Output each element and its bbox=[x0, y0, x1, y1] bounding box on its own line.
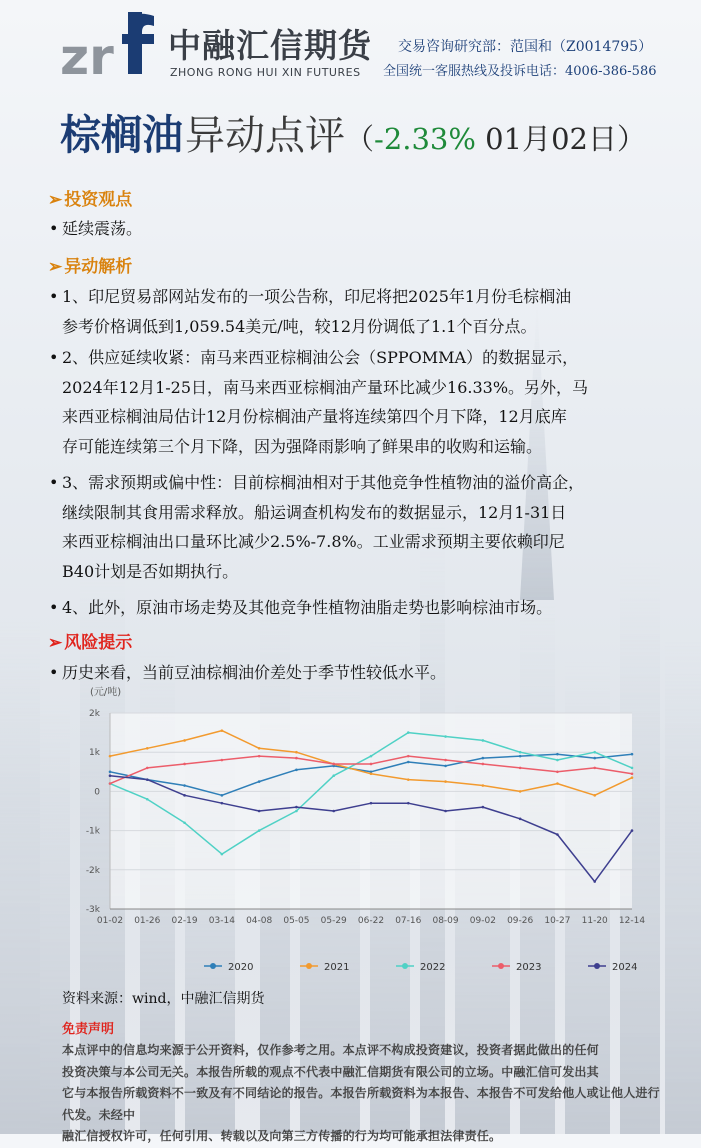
logo-chinese-name: 中融汇信期货 bbox=[168, 26, 372, 65]
data-point-2023 bbox=[146, 767, 149, 770]
legend-marker-2022 bbox=[402, 963, 408, 969]
data-point-2022 bbox=[146, 798, 149, 801]
data-point-2022 bbox=[370, 755, 373, 758]
list-item-line: 来西亚棕榈油局估计12月份棕榈油产量将连续第四个月下降，12月底库 bbox=[62, 407, 567, 426]
x-tick-label: 09-26 bbox=[507, 916, 534, 926]
list-item-line: 1、印尼贸易部网站发布的一项公告称，印尼将把2025年1月份毛棕榈油 bbox=[62, 287, 572, 306]
data-point-2022 bbox=[407, 731, 410, 734]
data-point-2024 bbox=[183, 794, 186, 797]
x-tick-label: 01-02 bbox=[96, 916, 124, 926]
data-point-2023 bbox=[221, 759, 224, 762]
section-heading-label: 异动解析 bbox=[64, 257, 133, 277]
data-point-2021 bbox=[183, 739, 186, 742]
legend-label-2021: 2021 bbox=[324, 962, 350, 973]
data-point-2024 bbox=[258, 810, 261, 813]
data-point-2020 bbox=[258, 780, 261, 783]
data-point-2020 bbox=[407, 761, 410, 764]
data-point-2021 bbox=[407, 778, 410, 781]
data-point-2024 bbox=[332, 810, 335, 813]
chevron-right-icon: ➢ bbox=[48, 257, 63, 277]
disclaimer-text bbox=[62, 1040, 662, 1148]
x-tick-label: 07-16 bbox=[395, 916, 422, 926]
disclaimer-title: 免责声明 bbox=[62, 1022, 115, 1037]
data-point-2023 bbox=[332, 763, 335, 766]
list-item bbox=[49, 343, 679, 461]
data-point-2021 bbox=[556, 782, 559, 785]
x-tick-label: 10-27 bbox=[544, 916, 571, 926]
x-tick-label: 04-08 bbox=[246, 916, 273, 926]
data-point-2023 bbox=[482, 763, 485, 766]
price-change: -2.33% bbox=[374, 122, 476, 156]
data-point-2023 bbox=[631, 772, 634, 775]
data-point-2022 bbox=[183, 821, 186, 824]
data-point-2022 bbox=[221, 853, 224, 856]
title-product: 棕榈油 bbox=[60, 111, 183, 159]
chart-plot-area bbox=[110, 713, 632, 909]
x-tick-label: 05-05 bbox=[283, 916, 310, 926]
list-item-line: 2024年12月1-25日，南马来西亚棕榈油产量环比减少16.33%。另外，马 bbox=[62, 377, 589, 397]
legend-marker-2021 bbox=[306, 963, 312, 969]
data-point-2021 bbox=[444, 780, 447, 783]
list-item-line: 3、需求预期或偏中性：目前棕榈油相对于其他竞争性植物油的溢价高企， bbox=[62, 473, 585, 492]
data-point-2020 bbox=[593, 757, 596, 760]
list-item-line: 继续限制其食用需求释放。船运调查机构发布的数据显示，12月1-31日 bbox=[62, 502, 567, 522]
list-item-line: B40计划是否如期执行。 bbox=[62, 561, 239, 581]
data-point-2023 bbox=[593, 767, 596, 770]
legend-label-2024: 2024 bbox=[612, 962, 638, 973]
title-change-date bbox=[345, 122, 646, 156]
legend-label-2020: 2020 bbox=[228, 962, 254, 973]
chart-unit-label: (元/吨) bbox=[90, 687, 122, 698]
data-point-2023 bbox=[183, 763, 186, 766]
data-point-2020 bbox=[556, 753, 559, 756]
data-point-2021 bbox=[146, 747, 149, 750]
legend-label-2022: 2022 bbox=[420, 962, 446, 973]
y-tick-label: 1k bbox=[89, 748, 100, 759]
data-point-2021 bbox=[221, 729, 224, 732]
company-logo-icon bbox=[58, 12, 158, 82]
data-point-2023 bbox=[407, 755, 410, 758]
section-heading-view bbox=[48, 185, 132, 210]
data-point-2024 bbox=[631, 829, 634, 832]
x-tick-label: 12-14 bbox=[618, 916, 646, 926]
bullet-icon: • bbox=[49, 473, 59, 492]
title-date: 01月02日） bbox=[475, 122, 646, 156]
svg-text:zr: zr bbox=[60, 28, 114, 82]
x-tick-label: 02-19 bbox=[171, 916, 198, 926]
list-item-line: 来西亚棕榈油出口量环比减少2.5%-7.8%。工业需求预期主要依赖印尼 bbox=[62, 532, 565, 551]
section-heading-risk bbox=[48, 628, 132, 653]
data-point-2022 bbox=[258, 829, 261, 832]
x-tick-label: 09-02 bbox=[469, 916, 496, 926]
data-point-2021 bbox=[519, 790, 522, 793]
data-point-2023 bbox=[258, 755, 261, 758]
data-point-2023 bbox=[370, 763, 373, 766]
legend-label-2023: 2023 bbox=[516, 962, 542, 973]
data-point-2023 bbox=[295, 757, 298, 760]
x-tick-label: 03-14 bbox=[208, 916, 235, 926]
title-kind: 异动点评 bbox=[185, 113, 345, 159]
list-item-text: 延续震荡。 bbox=[62, 219, 143, 238]
section-heading-label: 风险提示 bbox=[64, 633, 133, 653]
x-tick-label: 05-29 bbox=[320, 916, 347, 926]
legend-marker-2024 bbox=[594, 963, 600, 969]
list-item bbox=[49, 593, 679, 623]
list-item bbox=[49, 214, 679, 244]
data-point-2024 bbox=[482, 806, 485, 809]
spread-chart bbox=[72, 683, 652, 983]
data-point-2024 bbox=[221, 802, 224, 805]
data-point-2020 bbox=[109, 771, 112, 774]
y-tick-label: -1k bbox=[85, 826, 100, 837]
data-point-2021 bbox=[370, 772, 373, 775]
data-point-2024 bbox=[556, 833, 559, 836]
data-point-2024 bbox=[444, 810, 447, 813]
disclaimer-line: 融汇信授权许可，任何引用、转载以及向第三方传播的行为均可能承担法律责任。 bbox=[62, 1129, 502, 1143]
data-point-2024 bbox=[146, 778, 149, 781]
data-point-2023 bbox=[109, 782, 112, 785]
legend-marker-2023 bbox=[498, 963, 504, 969]
disclaimer-line: 投资决策与本公司无关。本报告所载的观点不代表中融汇信期货有限公司的立场。中融汇信可发出其 bbox=[62, 1064, 599, 1079]
bullet-icon: • bbox=[49, 287, 59, 306]
data-point-2020 bbox=[482, 757, 485, 760]
data-point-2020 bbox=[519, 755, 522, 758]
x-tick-label: 08-09 bbox=[432, 916, 459, 926]
bullet-icon: • bbox=[49, 219, 59, 238]
data-point-2020 bbox=[295, 769, 298, 772]
data-point-2024 bbox=[593, 880, 596, 883]
data-point-2022 bbox=[295, 810, 298, 813]
logo-english-name: ZHONG RONG HUI XIN FUTURES bbox=[170, 66, 361, 79]
data-point-2024 bbox=[109, 774, 112, 777]
list-item-text: 历史来看，当前豆油棕榈油价差处于季节性较低水平。 bbox=[62, 663, 447, 682]
data-point-2021 bbox=[631, 776, 634, 779]
list-item-line: 存可能连续第三个月下降，因为强降雨影响了鲜果串的收购和运输。 bbox=[62, 436, 543, 456]
data-point-2021 bbox=[295, 751, 298, 754]
section-heading-analysis bbox=[48, 252, 132, 277]
data-point-2024 bbox=[519, 818, 522, 821]
data-point-2020 bbox=[631, 753, 634, 756]
data-point-2024 bbox=[295, 806, 298, 809]
x-tick-label: 06-22 bbox=[357, 916, 385, 926]
list-item-line: 4、此外，原油市场走势及其他竞争性植物油脂走势也影响棕油市场。 bbox=[62, 598, 553, 617]
page-title bbox=[60, 111, 646, 159]
y-tick-label: -3k bbox=[85, 905, 100, 915]
data-point-2021 bbox=[593, 794, 596, 797]
disclaimer-line: 它与本报告所载资料不一致及有不同结论的报告。本报告所载资料为本报告、本报告不可发给他人或让他人进行代发。未经中 bbox=[62, 1086, 660, 1122]
data-point-2022 bbox=[482, 739, 485, 742]
x-tick-label: 11-20 bbox=[581, 916, 608, 926]
data-point-2022 bbox=[631, 767, 634, 770]
header bbox=[0, 0, 701, 100]
data-point-2020 bbox=[444, 765, 447, 768]
data-point-2021 bbox=[109, 755, 112, 758]
data-point-2020 bbox=[221, 794, 224, 797]
x-tick-label: 01-26 bbox=[134, 916, 161, 926]
data-point-2023 bbox=[444, 759, 447, 762]
list-item bbox=[49, 282, 679, 341]
bullet-icon: • bbox=[49, 348, 59, 367]
data-point-2024 bbox=[407, 802, 410, 805]
data-point-2022 bbox=[593, 751, 596, 754]
y-tick-label: -2k bbox=[85, 865, 100, 876]
data-point-2020 bbox=[183, 784, 186, 787]
data-point-2022 bbox=[519, 751, 522, 754]
title-open-paren: （ bbox=[345, 122, 375, 156]
bullet-icon: • bbox=[49, 663, 59, 682]
data-point-2022 bbox=[332, 774, 335, 777]
list-item-line: 参考价格调低到1,059.54美元/吨，较12月份调低了1.1个百分点。 bbox=[62, 316, 537, 336]
disclaimer-line: 本点评中的信息均来源于公开资料，仅作参考之用。本点评不构成投资建议，投资者据此做出的任何 bbox=[62, 1043, 599, 1057]
data-point-2022 bbox=[556, 759, 559, 762]
data-source: 资料来源：wind，中融汇信期货 bbox=[62, 991, 265, 1007]
analyst-contact: 交易咨询研究部：范国和（Z0014795） bbox=[398, 39, 653, 55]
data-point-2024 bbox=[370, 802, 373, 805]
data-point-2021 bbox=[258, 747, 261, 750]
hotline-contact: 全国统一客服热线及投诉电话：4006-386-586 bbox=[383, 64, 657, 79]
y-tick-label: 2k bbox=[89, 709, 100, 719]
data-point-2023 bbox=[556, 771, 559, 774]
chevron-right-icon: ➢ bbox=[48, 190, 63, 210]
list-item bbox=[49, 468, 679, 586]
legend-marker-2020 bbox=[210, 963, 216, 969]
section-heading-label: 投资观点 bbox=[64, 190, 133, 210]
chevron-right-icon: ➢ bbox=[48, 633, 63, 653]
data-point-2022 bbox=[444, 735, 447, 738]
data-point-2023 bbox=[519, 767, 522, 770]
bullet-icon: • bbox=[49, 598, 59, 617]
list-item-line: 2、供应延续收紧：南马来西亚棕榈油公会（SPPOMMA）的数据显示， bbox=[62, 348, 579, 367]
data-point-2021 bbox=[482, 784, 485, 787]
y-tick-label: 0 bbox=[94, 787, 100, 798]
